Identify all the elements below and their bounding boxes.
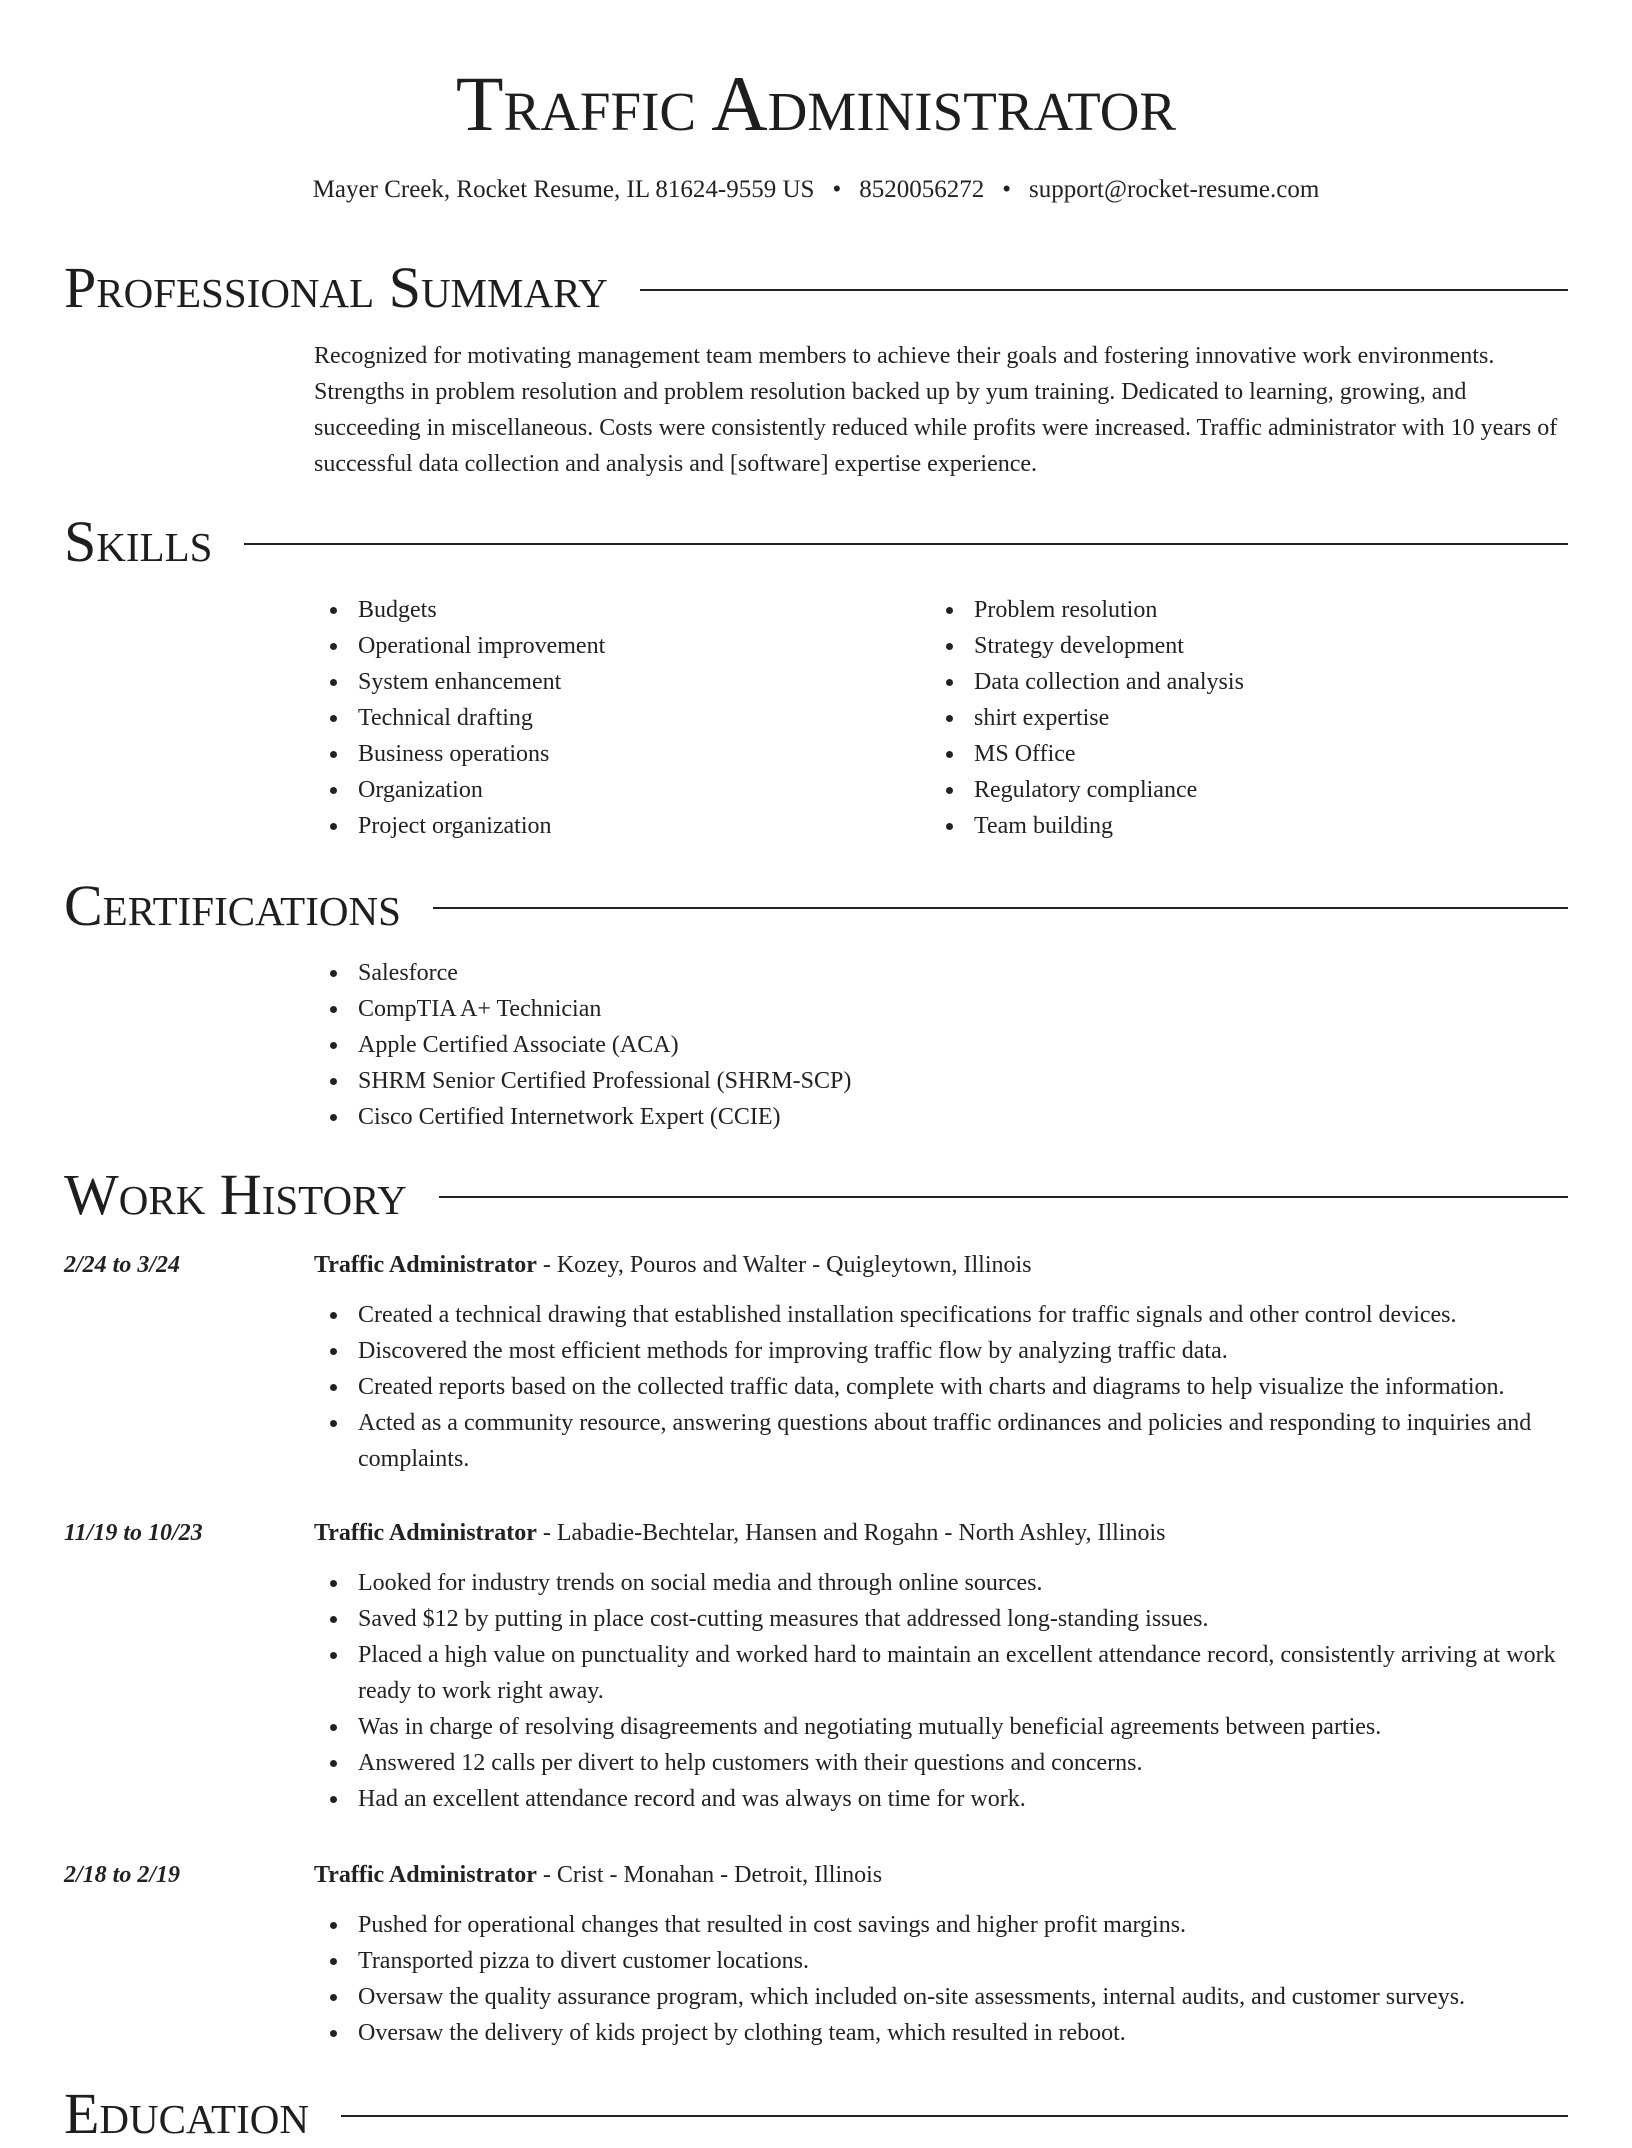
skill-item: MS Office [930,736,1546,772]
skills-content [314,592,1568,844]
job-bullet: Had an excellent attendance record and was always on time for work. [314,1781,1568,1817]
certification-item: Salesforce [314,955,1568,991]
section-divider [341,2115,1568,2117]
skill-item: Regulatory compliance [930,772,1546,808]
work-section-title: Work History [64,1162,407,1227]
job-employer: - Kozey, Pouros and Walter - Quigleytown, Illinois [536,1252,1032,1278]
section-divider [244,543,1568,545]
summary-text: Recognized for motivating management team members to achieve their goals and fostering innovative work environments. Strengths in problem resolution and problem resolution backed up by yum training. Dedicated to learning, growing, and succeeding in miscellaneous. Costs were consistently reduced while profits were increased. Traffic administrator with 10 years of successful data collection and analysis and [software] expertise experience. [314,343,1558,477]
skill-item: shirt expertise [930,700,1546,736]
skill-item: Organization [314,772,930,808]
job-heading [314,1247,1568,1283]
job-entry [314,1515,1568,1817]
job-title: Traffic Administrator [314,1862,537,1888]
job-heading [314,1857,1568,1893]
job-bullets [314,1907,1568,2051]
job-entry [314,1247,1568,1477]
job-bullet: Oversaw the quality assurance program, which included on-site assessments, internal audits, and customer surveys. [314,1979,1568,2015]
contact-phone: 8520056272 [859,176,985,203]
contact-line [0,174,1632,206]
skill-item: Technical drafting [314,700,930,736]
job-bullet: Discovered the most efficient methods for improving traffic flow by analyzing traffic data. [314,1333,1568,1369]
job-bullet: Acted as a community resource, answering questions about traffic ordinances and policies and responding to inquiries and complaints. [314,1405,1568,1477]
job-entry [314,1857,1568,2051]
job-employer: - Crist - Monahan - Detroit, Illinois [536,1862,883,1888]
job-bullet: Created a technical drawing that established installation specifications for traffic signals and other control devices. [314,1297,1568,1333]
certification-item: SHRM Senior Certified Professional (SHRM-SCP) [314,1063,1568,1099]
skill-item: Project organization [314,808,930,844]
skill-item: Business operations [314,736,930,772]
job-bullet: Saved $12 by putting in place cost-cutting measures that addressed long-standing issues. [314,1601,1568,1637]
education-section-title: Education [64,2081,309,2146]
job-bullet: Looked for industry trends on social media and through online sources. [314,1565,1568,1601]
job-bullet: Oversaw the delivery of kids project by clothing team, which resulted in reboot. [314,2015,1568,2051]
job-bullet: Transported pizza to divert customer locations. [314,1943,1568,1979]
summary-section-header [64,254,1568,322]
candidate-name: Traffic Administrator [455,60,1177,147]
section-divider [439,1196,1568,1198]
certifications-section-header [64,872,1568,940]
certification-item: Apple Certified Associate (ACA) [314,1027,1568,1063]
contact-separator: • [1002,176,1011,203]
skill-item: Data collection and analysis [930,664,1546,700]
job-bullets [314,1565,1568,1817]
job-title: Traffic Administrator [314,1520,537,1546]
skill-item: Budgets [314,592,930,628]
skill-item: Problem resolution [930,592,1546,628]
job-title: Traffic Administrator [314,1252,537,1278]
job-bullet: Created reports based on the collected traffic data, complete with charts and diagrams to help visualize the information. [314,1369,1568,1405]
summary-content [314,338,1568,482]
certifications-content [314,955,1568,1135]
section-divider [433,907,1568,909]
job-dates: 2/18 to 2/19 [64,1862,181,1888]
certification-item: Cisco Certified Internetwork Expert (CCIE) [314,1099,1568,1135]
summary-section-title: Professional Summary [64,255,608,320]
skill-item: Team building [930,808,1546,844]
education-section-header [64,2080,1568,2148]
job-employer: - Labadie-Bechtelar, Hansen and Rogahn - North Ashley, Illinois [536,1520,1166,1546]
job-heading [314,1515,1568,1551]
job-dates: 2/24 to 3/24 [64,1252,181,1278]
skill-item: Operational improvement [314,628,930,664]
contact-separator: • [832,176,842,203]
skills-section-header [64,508,1568,576]
skills-list-left [314,592,930,844]
contact-address: Mayer Creek, Rocket Resume, IL 81624-9559 US [312,176,815,203]
certifications-list [314,955,1568,1135]
job-bullet: Was in charge of resolving disagreements and negotiating mutually beneficial agreements between parties. [314,1709,1568,1745]
job-bullet: Answered 12 calls per divert to help customers with their questions and concerns. [314,1745,1568,1781]
job-bullets [314,1297,1568,1477]
certifications-section-title: Certifications [64,873,401,938]
section-divider [640,289,1568,291]
job-bullet: Placed a high value on punctuality and worked hard to maintain an excellent attendance record, consistently arriving at work ready to work right away. [314,1637,1568,1709]
skill-item: Strategy development [930,628,1546,664]
contact-email: support@rocket-resume.com [1028,176,1320,203]
job-dates: 11/19 to 10/23 [64,1520,203,1546]
job-bullet: Pushed for operational changes that resulted in cost savings and higher profit margins. [314,1907,1568,1943]
certification-item: CompTIA A+ Technician [314,991,1568,1027]
skills-section-title: Skills [64,509,213,574]
skills-list-right [930,592,1546,844]
work-section-header [64,1161,1568,1229]
skill-item: System enhancement [314,664,930,700]
